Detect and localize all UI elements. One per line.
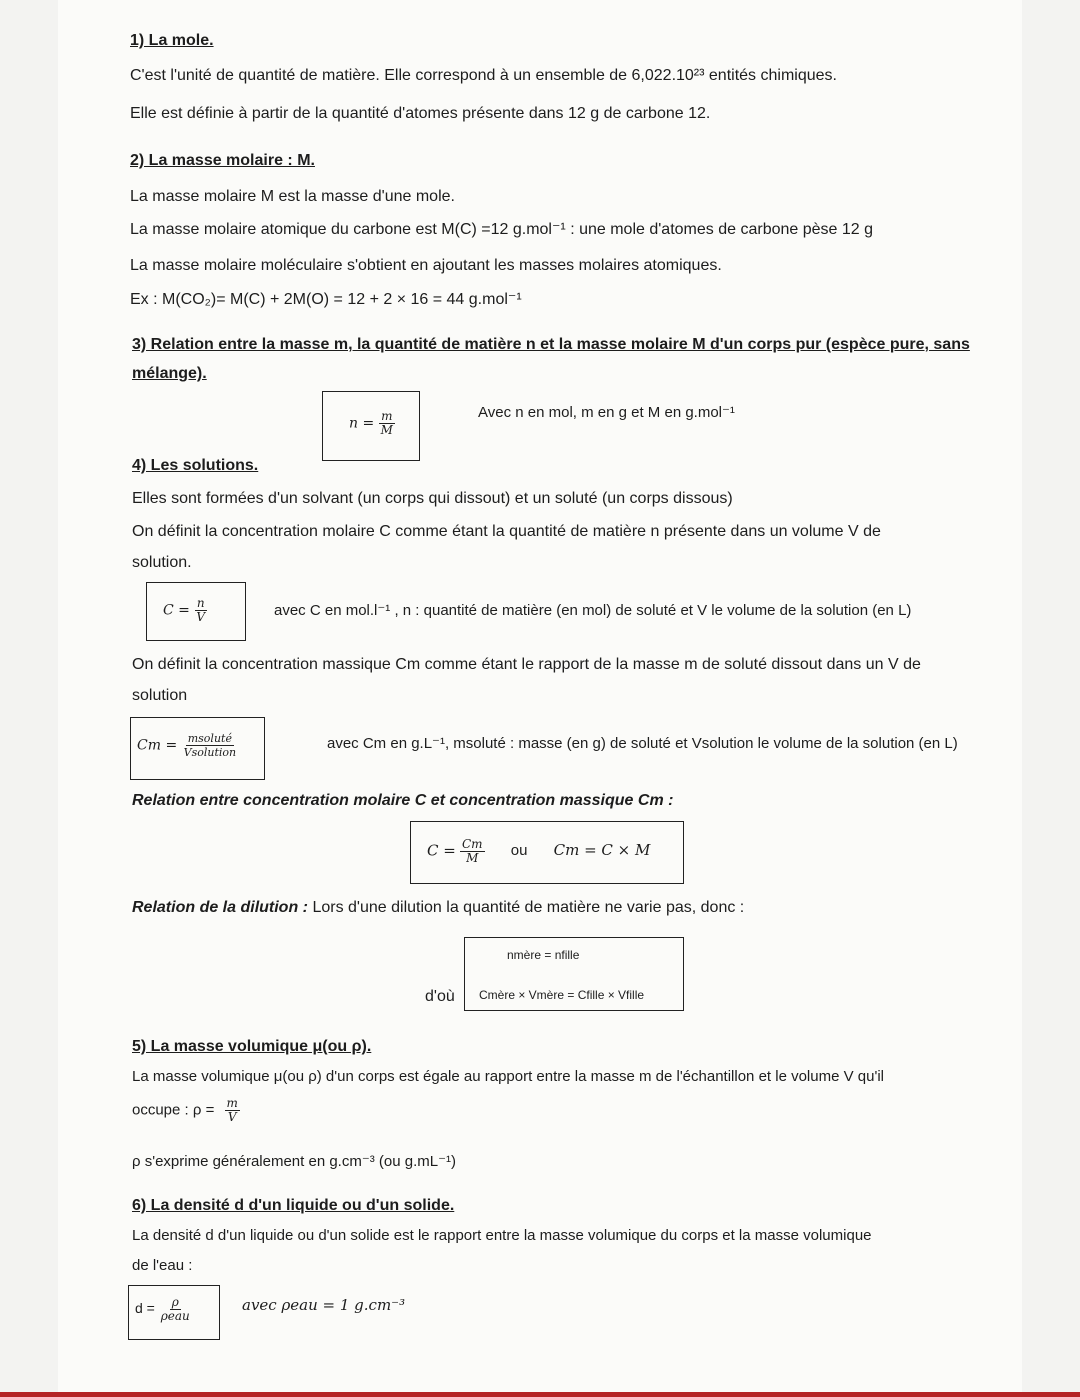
section-6-heading: 6) La densité d d'un liquide ou d'un solide. [132, 1197, 455, 1214]
section-4-line-2: On définit la concentration molaire C comme étant la quantité de matière n présente dans un volume V de [132, 523, 881, 540]
section-2-line-4: Ex : M(CO₂)= M(C) + 2M(O) = 12 + 2 × 16 = 44 g.mol⁻¹ [130, 291, 522, 308]
dilution-eq-1: nmère = nfille [507, 948, 580, 962]
formula-box-dilution [464, 937, 684, 1011]
relation-numerator: Cm [462, 837, 483, 851]
formula-n-fraction [379, 410, 395, 437]
section-5-heading: 5) La masse volumique μ(ou ρ). [132, 1038, 372, 1055]
relation-denominator: M [466, 851, 479, 865]
section-5-line-1: La masse volumique μ(ou ρ) d'un corps est égale au rapport entre la masse m de l'échantillon et le volume V qu'il [132, 1068, 884, 1085]
formula-cm-lhs: Cm = [137, 737, 178, 754]
section-4-line-3: solution. [132, 554, 192, 571]
formula-n-denominator: M [380, 423, 393, 437]
section-2-heading: 2) La masse molaire : M. [130, 152, 315, 169]
density-numerator: ρ [171, 1295, 179, 1309]
formula-box-cm [130, 717, 265, 780]
formula-c-numerator: n [196, 596, 205, 610]
section-5-line-2 [132, 1097, 240, 1124]
dilution-line [132, 898, 744, 918]
section-1-heading: 1) La mole. [130, 32, 214, 49]
formula-box-relation [410, 821, 684, 884]
density-denominator: ρeau [160, 1309, 190, 1323]
section-2-line-3: La masse molaire moléculaire s'obtient en ajoutant les masses molaires atomiques. [130, 257, 722, 274]
formula-cm-units: avec Cm en g.L⁻¹, msoluté : masse (en g) de soluté et Vsolution le volume de la solution (en L) [327, 735, 958, 752]
document-page [58, 0, 1022, 1392]
rho-numerator: m [226, 1096, 238, 1110]
section-1-line-1: C'est l'unité de quantité de matière. Elle correspond à un ensemble de 6,022.10²³ entités chimiques. [130, 67, 837, 84]
dilution-text: Lors d'une dilution la quantité de matière ne varie pas, donc : [312, 899, 745, 916]
density-fraction [159, 1296, 192, 1323]
section-6-line-2: de l'eau : [132, 1257, 193, 1274]
section-2-line-1: La masse molaire M est la masse d'une mole. [130, 188, 455, 205]
formula-n-units: Avec n en mol, m en g et M en g.mol⁻¹ [478, 404, 735, 421]
formula-c-fraction [194, 597, 207, 624]
bottom-edge-stripe [0, 1392, 1080, 1397]
rho-denominator: V [227, 1110, 237, 1124]
section-2-line-2: La masse molaire atomique du carbone est M(C) =12 g.mol⁻¹ : une mole d'atomes de carbone pèse 12 g [130, 221, 874, 238]
section-3-heading-line-1: 3) Relation entre la masse m, la quantité de matière n et la masse molaire M d'un corps pur (espèce pure, sans [132, 336, 970, 353]
relation-lhs: C = [427, 841, 456, 860]
rho-fraction [225, 1097, 240, 1124]
section-4-heading: 4) Les solutions. [132, 457, 259, 474]
formula-box-c [146, 582, 246, 641]
dilution-title: Relation de la dilution : [132, 899, 308, 916]
formula-box-density [128, 1285, 220, 1340]
section-6-line-1: La densité d d'un liquide ou d'un solide est le rapport entre la masse volumique du corps et la masse volumique [132, 1227, 872, 1244]
formula-n-numerator: m [381, 409, 393, 423]
section-4-line-5: solution [132, 687, 188, 704]
section-5-line-3: ρ s'exprime généralement en g.cm⁻³ (ou g.mL⁻¹) [132, 1153, 457, 1170]
relation-c-cm-title: Relation entre concentration molaire C et concentration massique Cm : [132, 792, 674, 809]
density-units: avec ρeau = 1 g.cm⁻³ [242, 1296, 406, 1314]
section-4-line-1: Elles sont formées d'un solvant (un corps qui dissout) et un soluté (un corps dissous) [132, 490, 733, 507]
formula-c-lhs: C = [163, 602, 190, 619]
formula-n-lhs: n = [349, 415, 375, 432]
relation-fraction [460, 838, 485, 865]
formula-c-units: avec C en mol.l⁻¹ , n : quantité de matière (en mol) de soluté et V le volume de la solution (en L) [274, 602, 912, 619]
dilution-eq-2: Cmère × Vmère = Cfille × Vfille [479, 988, 645, 1002]
formula-box-n [322, 391, 420, 461]
rho-formula-lhs: occupe : ρ = [132, 1101, 215, 1119]
formula-cm-fraction [182, 732, 238, 759]
formula-c-denominator: V [196, 610, 206, 624]
relation-rhs: Cm = C × M [553, 841, 651, 860]
formula-cm-numerator: msoluté [187, 732, 232, 745]
formula-cm-denominator: Vsolution [183, 746, 237, 759]
section-1-line-2: Elle est définie à partir de la quantité d'atomes présente dans 12 g de carbone 12. [130, 105, 711, 122]
section-4-line-4: On définit la concentration massique Cm comme étant le rapport de la masse m de soluté dissout dans un V de [132, 656, 921, 673]
relation-or: ou [510, 842, 528, 860]
dilution-dou: d'où [425, 988, 455, 1005]
section-3-heading-line-2: mélange). [132, 365, 207, 382]
density-lhs: d = [135, 1300, 155, 1317]
